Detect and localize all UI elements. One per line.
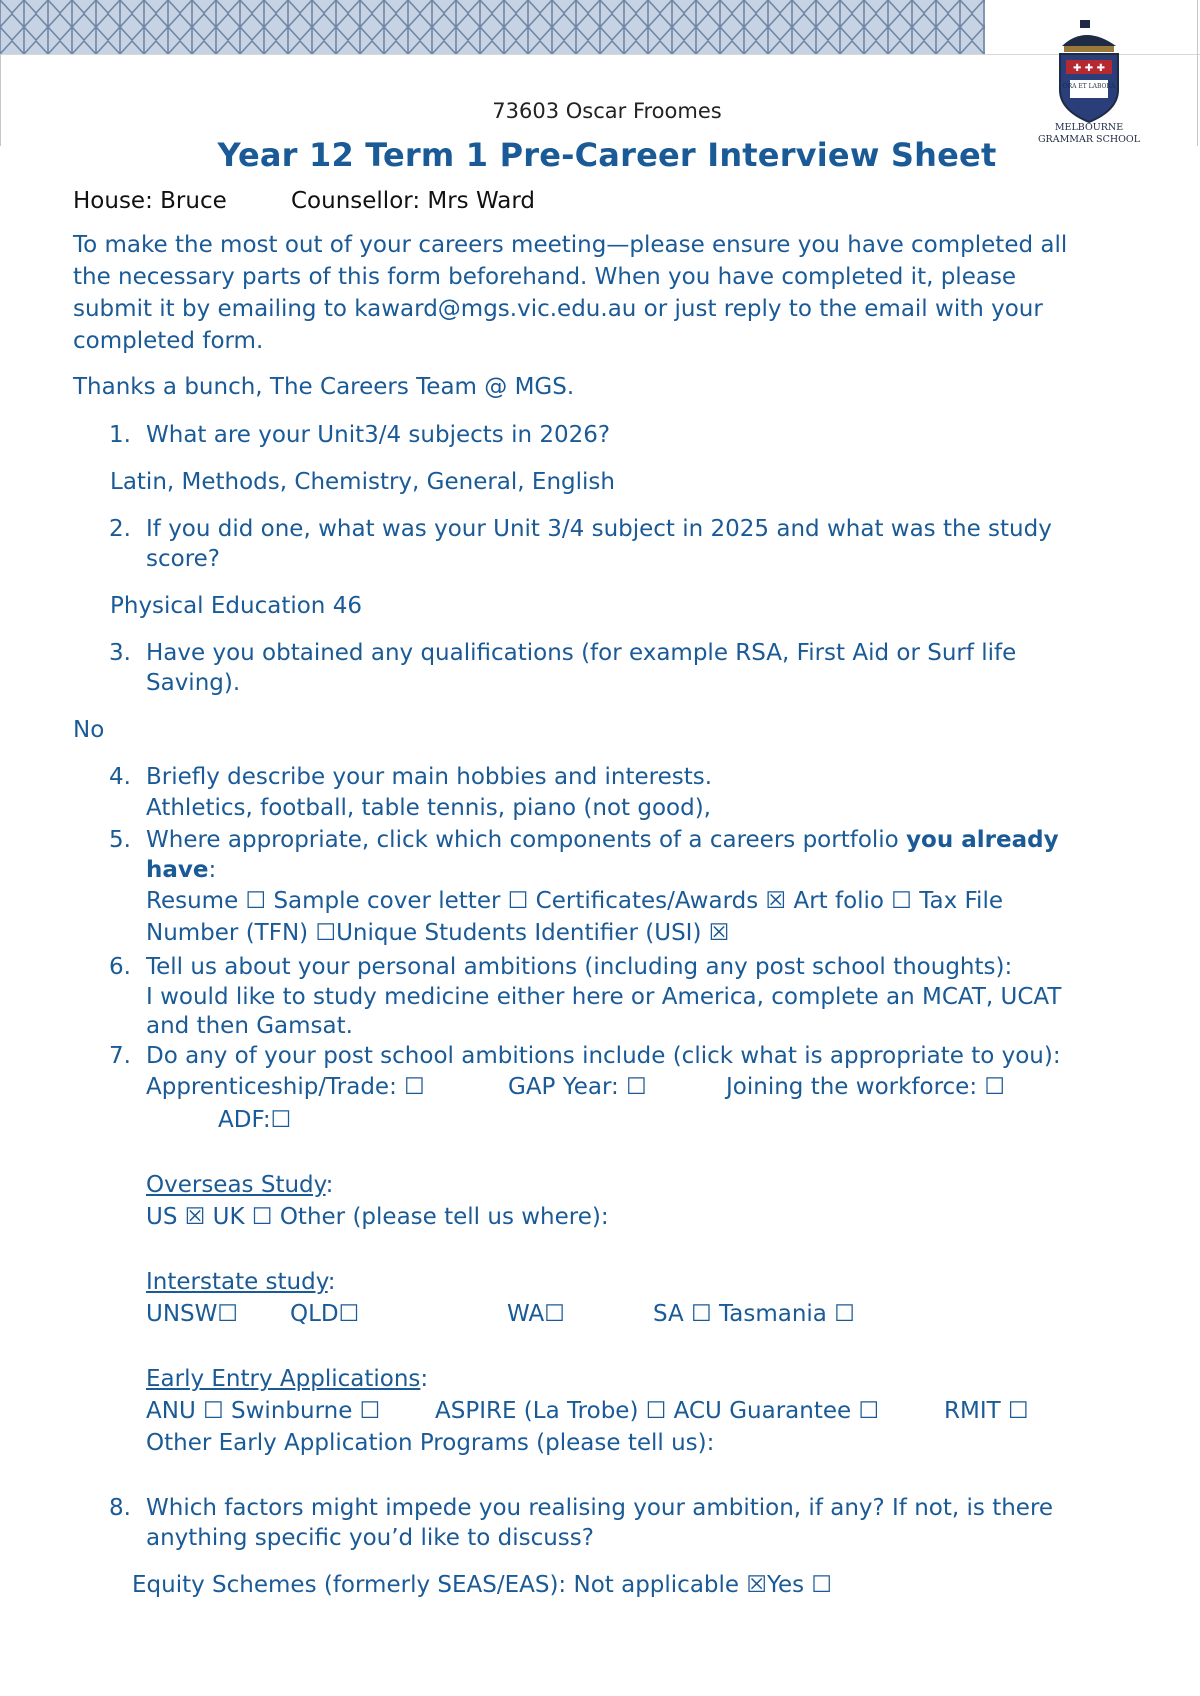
q7-question: Do any of your post school ambitions include (click what is appropriate to you): (146, 1043, 1061, 1069)
house-label: House: Bruce (73, 188, 227, 214)
q7-gap-year-checkbox[interactable]: GAP Year: ☐ (508, 1074, 647, 1100)
q3-question-line-1: Have you obtained any qualifications (for example RSA, First Aid or Surf life (146, 640, 1017, 666)
q4-answer[interactable]: Athletics, football, table tennis, piano (not good), (146, 795, 711, 821)
q4-number: 4. (109, 764, 131, 790)
q2-question-line-2: score? (146, 546, 221, 572)
q7-apprenticeship-checkbox[interactable]: Apprenticeship/Trade: ☐ (146, 1074, 425, 1100)
overseas-study-heading: Overseas Study: (146, 1172, 334, 1198)
overseas-study-options[interactable]: US ☒ UK ☐ Other (please tell us where): (146, 1204, 609, 1230)
early-entry-rmit[interactable]: RMIT ☐ (944, 1398, 1029, 1424)
interstate-unsw-checkbox[interactable]: UNSW☐ (146, 1301, 238, 1327)
intro-line-1: To make the most out of your careers meeting—please ensure you have completed all (73, 232, 1068, 258)
interstate-study-heading: Interstate study: (146, 1269, 336, 1295)
intro-line-2: the necessary parts of this form beforehand. When you have completed it, please (73, 264, 1017, 290)
q3-number: 3. (109, 640, 131, 666)
interstate-qld-checkbox[interactable]: QLD☐ (290, 1301, 360, 1327)
interstate-sa-tas-checkbox[interactable]: SA ☐ Tasmania ☐ (653, 1301, 855, 1327)
q2-question-line-1: If you did one, what was your Unit 3/4 subject in 2025 and what was the study (146, 516, 1052, 542)
early-entry-other[interactable]: Other Early Application Programs (please tell us): (146, 1430, 715, 1456)
q3-question-line-2: Saving). (146, 670, 241, 696)
q5-question-line-2 (146, 855, 216, 886)
equity-schemes-options[interactable]: Equity Schemes (formerly SEAS/EAS): Not applicable ☒Yes ☐ (132, 1572, 833, 1598)
q1-answer[interactable]: Latin, Methods, Chemistry, General, English (110, 469, 615, 495)
q7-workforce-checkbox[interactable]: Joining the workforce: ☐ (726, 1074, 1006, 1100)
q5-question-bold: you already (906, 827, 1059, 853)
q7-number: 7. (109, 1043, 131, 1069)
crest-motto-text: ORA ET LABORA (1062, 83, 1116, 90)
q1-number: 1. (109, 422, 131, 448)
q5-question-text: Where appropriate, click which components of a careers portfolio (146, 827, 907, 853)
q6-answer-line-1[interactable]: I would like to study medicine either here or America, complete an MCAT, UCAT (146, 984, 1062, 1010)
q8-question-line-2: anything specific you’d like to discuss? (146, 1525, 594, 1551)
intro-line-4: completed form. (73, 328, 264, 354)
q5-portfolio-options-line-1[interactable]: Resume ☐ Sample cover letter ☐ Certificates/Awards ☒ Art folio ☐ Tax File (146, 888, 1003, 914)
svg-text:MELBOURNE: MELBOURNE (1054, 122, 1124, 133)
q5-portfolio-options-line-2[interactable]: Number (TFN) ☐Unique Students Identifier (USI) ☒ (146, 920, 730, 946)
early-entry-anu-swinburne[interactable]: ANU ☐ Swinburne ☐ (146, 1398, 381, 1424)
q4-question: Briefly describe your main hobbies and interests. (146, 764, 713, 790)
student-id-name: 73603 Oscar Froomes (492, 99, 722, 123)
q5-question-bold-2: have (146, 857, 209, 883)
q6-question: Tell us about your personal ambitions (including any post school thoughts): (146, 954, 1013, 980)
page-title: Year 12 Term 1 Pre-Career Interview Sheet (217, 136, 997, 174)
early-entry-heading: Early Entry Applications: (146, 1366, 429, 1392)
header-pattern-banner (0, 0, 985, 54)
q5-colon: : (208, 857, 217, 883)
q3-answer[interactable]: No (73, 717, 105, 743)
early-entry-aspire-acu[interactable]: ASPIRE (La Trobe) ☐ ACU Guarantee ☐ (435, 1398, 880, 1424)
q2-number: 2. (109, 516, 131, 542)
interstate-wa-checkbox[interactable]: WA☐ (507, 1301, 565, 1327)
q8-number: 8. (109, 1495, 131, 1521)
counsellor-label: Counsellor: Mrs Ward (291, 188, 535, 214)
q2-answer[interactable]: Physical Education 46 (110, 593, 362, 619)
q6-number: 6. (109, 954, 131, 980)
svg-text:GRAMMAR SCHOOL: GRAMMAR SCHOOL (1037, 134, 1141, 145)
q7-adf-checkbox[interactable]: ADF:☐ (218, 1107, 292, 1133)
q8-question-line-1: Which factors might impede you realising your ambition, if any? If not, is there (146, 1495, 1054, 1521)
page-border-right (1197, 0, 1198, 146)
q5-question (146, 825, 1059, 856)
intro-line-3: submit it by emailing to kaward@mgs.vic.edu.au or just reply to the email with your (73, 296, 1043, 322)
q5-number: 5. (109, 827, 131, 853)
q1-question: What are your Unit3/4 subjects in 2026? (146, 422, 611, 448)
q6-answer-line-2[interactable]: and then Gamsat. (146, 1013, 353, 1039)
school-crest-logo (1020, 18, 1158, 146)
svg-text:✚ ✚ ✚: ✚ ✚ ✚ (1072, 63, 1106, 74)
intro-thanks: Thanks a bunch, The Careers Team @ MGS. (73, 374, 575, 400)
